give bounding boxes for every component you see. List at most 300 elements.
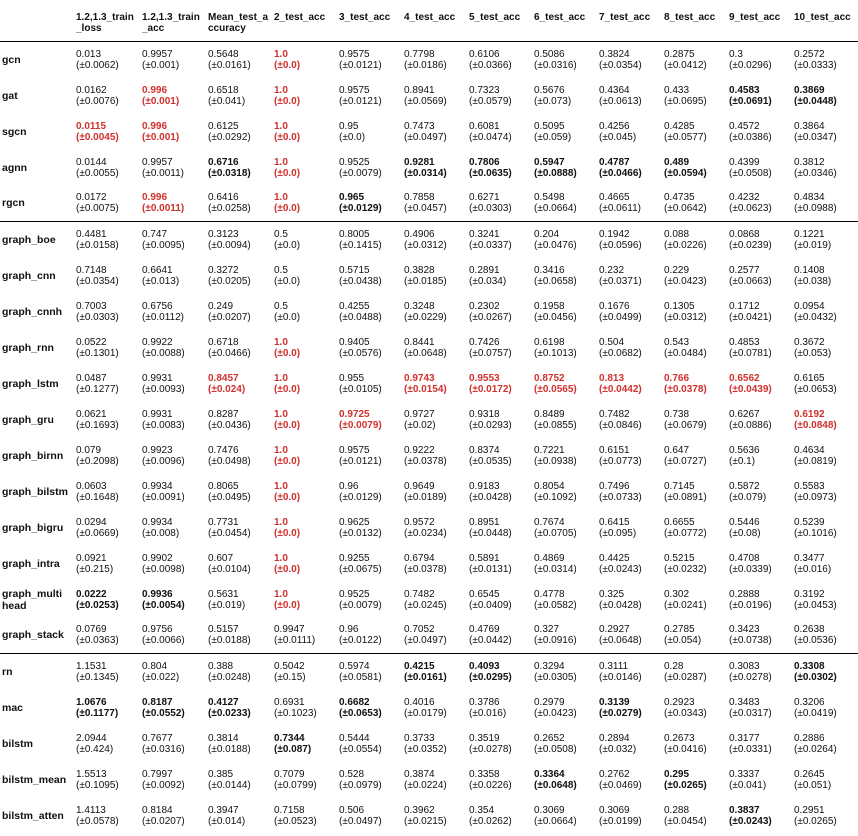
table-cell (661, 474, 726, 510)
column-header: 1.2,1.3_train_loss (76, 12, 134, 34)
cell-std: (±0.0) (274, 491, 301, 503)
table-cell (661, 294, 726, 330)
cell-std: (±0.0258) (208, 203, 251, 215)
cell-std: (±0.0312) (404, 239, 447, 251)
cell-value: 0.9318 (469, 408, 500, 420)
cell-value: 0.4215 (404, 660, 435, 672)
cell-value: 0.996 (142, 120, 168, 132)
cell-value: 0.4869 (534, 552, 565, 564)
cell-value: 0.9525 (339, 588, 370, 600)
cell-value: 0.9553 (469, 372, 500, 384)
table-cell (336, 690, 401, 726)
table-cell (336, 258, 401, 294)
table-cell (661, 762, 726, 798)
table-cell (336, 222, 401, 258)
column-header: 9_test_acc (729, 12, 781, 23)
table-cell (336, 582, 401, 618)
table-cell (271, 762, 336, 798)
table-cell (791, 78, 858, 114)
cell-value: 0.229 (664, 264, 690, 276)
cell-std: (±0.0243) (729, 815, 772, 827)
table-cell (531, 546, 596, 582)
cell-value: 0.4665 (599, 192, 630, 204)
cell-std: (±0.0075) (76, 203, 119, 215)
table-body (0, 42, 858, 834)
cell-value: 0.7806 (469, 156, 500, 168)
cell-value: 0.079 (76, 444, 102, 456)
cell-std: (±0.0552) (142, 707, 185, 719)
cell-value: 0.6716 (208, 156, 239, 168)
table-cell (271, 582, 336, 618)
cell-std: (±0.0378) (664, 383, 707, 395)
cell-value: 0.4708 (729, 552, 760, 564)
cell-std: (±0.0011) (142, 167, 184, 179)
cell-value: 0.5631 (208, 588, 239, 600)
column-header: Mean_test_accuracy (208, 12, 269, 34)
cell-value: 0.3874 (404, 768, 435, 780)
cell-std: (±0.0094) (208, 239, 251, 251)
table-cell (73, 546, 139, 582)
cell-std: (±0.0) (274, 599, 301, 611)
column-header: 10_test_acc (794, 12, 851, 23)
cell-std: (±0.0226) (469, 779, 512, 791)
cell-value: 0.1942 (599, 228, 630, 240)
cell-value: 0.3139 (599, 696, 630, 708)
cell-value: 0.3837 (729, 804, 760, 816)
cell-std: (±0.0083) (142, 419, 185, 431)
table-cell (336, 762, 401, 798)
row-label: graph_rnn (2, 341, 54, 354)
cell-value: 0.4572 (729, 120, 760, 132)
cell-value: 0.738 (664, 408, 690, 420)
cell-std: (±0.0) (274, 455, 301, 467)
table-cell (139, 402, 205, 438)
table-cell (401, 42, 466, 78)
cell-value: 0.8374 (469, 444, 500, 456)
cell-value: 0.9625 (339, 516, 370, 528)
cell-std: (±0.0066) (142, 635, 185, 647)
cell-value: 0.5498 (534, 192, 565, 204)
cell-std: (±0.0581) (339, 671, 382, 683)
cell-std: (±0.0104) (208, 563, 251, 575)
cell-value: 0.8287 (208, 408, 239, 420)
cell-std: (±0.0) (274, 59, 301, 71)
cell-std: (±0.0146) (599, 671, 642, 683)
cell-std: (±0.0172) (469, 383, 512, 395)
table-cell (205, 366, 271, 402)
table-cell (73, 798, 139, 834)
table-cell (205, 510, 271, 546)
cell-std: (±0.0508) (534, 743, 577, 755)
cell-std: (±0.0488) (339, 311, 382, 323)
cell-std: (±0.022) (142, 671, 180, 683)
cell-value: 0.4787 (599, 156, 630, 168)
table-cell (726, 42, 791, 78)
cell-value: 0.6192 (794, 408, 825, 420)
cell-std: (±0.0691) (729, 95, 772, 107)
cell-std: (±0.0648) (599, 635, 642, 647)
cell-std: (±0.0352) (404, 743, 447, 755)
cell-std: (±0.0772) (664, 527, 707, 539)
cell-std: (±0.041) (729, 779, 767, 791)
cell-std: (±0.0642) (664, 203, 707, 215)
table-cell (791, 330, 858, 366)
table-cell (661, 42, 726, 78)
cell-value: 0.388 (208, 660, 234, 672)
table-cell (726, 258, 791, 294)
table-cell (205, 798, 271, 834)
cell-std: (±0.0439) (729, 383, 772, 395)
cell-value: 0.9931 (142, 372, 173, 384)
table-cell (139, 474, 205, 510)
table-row (0, 618, 858, 654)
cell-std: (±0.0144) (208, 779, 251, 791)
cell-std: (±0.0535) (469, 455, 512, 467)
cell-value: 0.0921 (76, 552, 107, 564)
cell-value: 0.3733 (404, 732, 435, 744)
row-label: graph_cnnh (2, 305, 63, 318)
cell-value: 0.5636 (729, 444, 760, 456)
table-cell (271, 546, 336, 582)
table-cell (73, 690, 139, 726)
table-cell (205, 78, 271, 114)
table-cell (336, 618, 401, 654)
table-cell (726, 690, 791, 726)
cell-std: (±0.0) (274, 203, 301, 215)
cell-value: 0.2785 (664, 624, 695, 636)
cell-value: 0.9725 (339, 408, 370, 420)
cell-std: (±0.0296) (729, 59, 772, 71)
cell-std: (±0.0497) (404, 635, 447, 647)
cell-std: (±0.0158) (76, 239, 119, 251)
table-cell (139, 726, 205, 762)
cell-std: (±0.0279) (599, 707, 642, 719)
cell-value: 0.9934 (142, 480, 173, 492)
cell-value: 0.3294 (534, 660, 565, 672)
cell-std: (±0.041) (208, 95, 246, 107)
row-label: gcn (2, 53, 21, 66)
table-cell (791, 258, 858, 294)
table-cell (726, 222, 791, 258)
table-cell (531, 690, 596, 726)
table-row (0, 258, 858, 294)
cell-std: (±0.0436) (208, 419, 251, 431)
cell-std: (±0.079) (729, 491, 767, 503)
cell-std: (±0.0) (339, 131, 366, 143)
table-cell (73, 78, 139, 114)
cell-value: 0.9572 (404, 516, 435, 528)
cell-value: 0.327 (534, 624, 560, 636)
cell-std: (±0.1277) (76, 383, 119, 395)
cell-value: 0.325 (599, 588, 625, 600)
header-row (0, 0, 858, 42)
cell-value: 0.7482 (404, 588, 435, 600)
table-cell (791, 402, 858, 438)
cell-std: (±0.038) (794, 275, 832, 287)
cell-value: 0.7426 (469, 336, 500, 348)
cell-std: (±0.0331) (729, 743, 772, 755)
cell-std: (±0.0988) (794, 203, 837, 215)
cell-value: 0.5086 (534, 48, 565, 60)
cell-std: (±0.0132) (339, 527, 382, 539)
table-cell (205, 438, 271, 474)
cell-value: 0.9743 (404, 372, 435, 384)
table-cell (596, 510, 661, 546)
table-cell (271, 798, 336, 834)
cell-std: (±0.0055) (76, 167, 119, 179)
cell-std: (±0.0695) (664, 95, 707, 107)
table-cell (401, 402, 466, 438)
cell-std: (±0.0095) (142, 239, 185, 251)
cell-value: 1.0 (274, 84, 288, 96)
cell-value: 0.6518 (208, 84, 239, 96)
cell-std: (±0.0) (274, 563, 301, 575)
cell-value: 0.2894 (599, 732, 630, 744)
cell-std: (±0.0653) (339, 707, 382, 719)
row-label: graph_gru (2, 413, 54, 426)
table-cell (271, 150, 336, 186)
cell-value: 0.3123 (208, 228, 239, 240)
table-cell (596, 294, 661, 330)
row-label: bilstm_atten (2, 809, 64, 822)
cell-std: (±0.0088) (142, 347, 185, 359)
cell-std: (±0.0302) (794, 671, 837, 683)
cell-value: 0.0162 (76, 84, 107, 96)
table-cell (466, 42, 531, 78)
table-cell (531, 258, 596, 294)
cell-std: (±0.0316) (534, 59, 577, 71)
table-cell (73, 402, 139, 438)
cell-std: (±0.0161) (404, 671, 447, 683)
cell-std: (±0.0366) (469, 59, 512, 71)
table-cell (73, 366, 139, 402)
cell-value: 0.3248 (404, 300, 435, 312)
cell-std: (±0.0474) (469, 131, 512, 143)
cell-std: (±0.0653) (794, 383, 837, 395)
cell-std: (±0.0105) (339, 383, 382, 395)
cell-value: 0.9525 (339, 156, 370, 168)
table-cell (466, 186, 531, 222)
table-cell (73, 150, 139, 186)
table-cell (661, 798, 726, 834)
table-cell (73, 222, 139, 258)
cell-value: 0.5157 (208, 624, 239, 636)
column-header: 8_test_acc (664, 12, 716, 23)
table-cell (401, 438, 466, 474)
cell-std: (±0.013) (142, 275, 180, 287)
cell-value: 0.4481 (76, 228, 107, 240)
table-cell (661, 222, 726, 258)
table-cell (596, 402, 661, 438)
table-cell (205, 186, 271, 222)
cell-value: 0.7145 (664, 480, 695, 492)
table-row (0, 690, 858, 726)
cell-value: 0.9255 (339, 552, 370, 564)
cell-std: (±0.0234) (404, 527, 447, 539)
cell-value: 0.0144 (76, 156, 107, 168)
table-cell (139, 618, 205, 654)
cell-std: (±0.0846) (599, 419, 642, 431)
row-label: rgcn (2, 197, 25, 210)
cell-std: (±0.0267) (469, 311, 512, 323)
table-cell (596, 582, 661, 618)
table-cell (73, 654, 139, 690)
table-cell (791, 546, 858, 582)
cell-value: 0.2875 (664, 48, 695, 60)
table-cell (73, 330, 139, 366)
cell-std: (±0.0011) (142, 203, 185, 215)
cell-value: 0.9957 (142, 156, 173, 168)
cell-std: (±0.0378) (404, 455, 447, 467)
table-cell (726, 366, 791, 402)
table-cell (139, 42, 205, 78)
cell-value: 0.4583 (729, 84, 760, 96)
cell-std: (±0.0265) (794, 815, 837, 827)
table-cell (466, 294, 531, 330)
cell-std: (±0.0354) (599, 59, 642, 71)
cell-std: (±0.0855) (534, 419, 577, 431)
table-cell (661, 402, 726, 438)
cell-value: 0.7052 (404, 624, 435, 636)
cell-value: 0.8065 (208, 480, 239, 492)
cell-value: 0.8441 (404, 336, 435, 348)
cell-std: (±0.016) (469, 707, 507, 719)
cell-std: (±0.1345) (76, 671, 119, 683)
table-cell (466, 474, 531, 510)
table-cell (791, 798, 858, 834)
table-cell (336, 510, 401, 546)
table-row (0, 294, 858, 330)
table-cell (401, 114, 466, 150)
cell-std: (±0.0314) (534, 563, 577, 575)
cell-value: 0.5095 (534, 120, 565, 132)
cell-value: 0.3812 (794, 156, 825, 168)
cell-value: 0.9922 (142, 336, 173, 348)
cell-std: (±0.051) (794, 779, 832, 791)
cell-value: 0.996 (142, 84, 168, 96)
cell-value: 0.5 (274, 228, 288, 240)
cell-std: (±0.034) (469, 275, 507, 287)
column-header: 1.2,1.3_train_acc (142, 12, 200, 34)
cell-value: 0.7731 (208, 516, 239, 528)
cell-std: (±0.0188) (208, 743, 251, 755)
cell-std: (±0.0565) (534, 383, 577, 395)
cell-std: (±0.0079) (339, 167, 382, 179)
cell-std: (±0.0199) (599, 815, 642, 827)
cell-std: (±0.0079) (339, 419, 382, 431)
table-cell (596, 114, 661, 150)
table-cell (271, 222, 336, 258)
table-cell (791, 762, 858, 798)
cell-value: 0.2638 (794, 624, 825, 636)
cell-std: (±0.0371) (599, 275, 642, 287)
cell-value: 0.3869 (794, 84, 825, 96)
table-cell (271, 510, 336, 546)
table-cell (73, 42, 139, 78)
cell-std: (±0.1177) (76, 707, 119, 719)
cell-value: 0.747 (142, 228, 168, 240)
table-cell (205, 546, 271, 582)
cell-std: (±0.1301) (76, 347, 119, 359)
cell-value: 0.4093 (469, 660, 500, 672)
cell-value: 0.489 (664, 156, 690, 168)
cell-value: 0.0603 (76, 480, 107, 492)
cell-value: 0.6794 (404, 552, 435, 564)
cell-value: 0.9902 (142, 552, 173, 564)
cell-value: 0.3947 (208, 804, 239, 816)
cell-value: 0.3786 (469, 696, 500, 708)
table-cell (726, 654, 791, 690)
table-cell (401, 222, 466, 258)
cell-std: (±0.0243) (599, 563, 642, 575)
table-cell (271, 258, 336, 294)
cell-std: (±0.0613) (599, 95, 642, 107)
table-cell (791, 474, 858, 510)
table-cell (336, 294, 401, 330)
cell-value: 0.5239 (794, 516, 825, 528)
cell-std: (±0.0333) (794, 59, 837, 71)
cell-value: 0.4834 (794, 192, 825, 204)
cell-std: (±0.15) (274, 671, 306, 683)
table-cell (726, 762, 791, 798)
cell-value: 0.1958 (534, 300, 565, 312)
cell-std: (±0.0497) (404, 131, 447, 143)
cell-std: (±0.0466) (208, 347, 251, 359)
cell-value: 0.3358 (469, 768, 500, 780)
cell-std: (±0.0354) (76, 275, 119, 287)
row-label: rn (0, 654, 73, 690)
cell-value: 0.0522 (76, 336, 107, 348)
cell-std: (±0.0317) (729, 707, 772, 719)
cell-std: (±0.0245) (404, 599, 447, 611)
table-cell (401, 546, 466, 582)
row-label: graph_lstm (2, 377, 59, 390)
cell-value: 0.013 (76, 48, 102, 60)
table-row (0, 762, 858, 798)
cell-value: 0.7079 (274, 768, 305, 780)
table-cell (791, 294, 858, 330)
table-cell (401, 798, 466, 834)
cell-std: (±0.0888) (534, 167, 577, 179)
table-cell (531, 222, 596, 258)
cell-std: (±0.0648) (534, 779, 577, 791)
cell-value: 0.9281 (404, 156, 435, 168)
cell-value: 0.3192 (794, 588, 825, 600)
table-cell (73, 618, 139, 654)
cell-value: 0.6151 (599, 444, 630, 456)
table-cell (271, 330, 336, 366)
cell-std: (±0.0423) (664, 275, 707, 287)
table-cell (271, 294, 336, 330)
cell-value: 0.8184 (142, 804, 173, 816)
table-cell (401, 726, 466, 762)
cell-std: (±0.0278) (469, 743, 512, 755)
table-cell (336, 798, 401, 834)
cell-value: 0.3416 (534, 264, 565, 276)
table-cell (401, 258, 466, 294)
cell-value: 0.6682 (339, 696, 370, 708)
table-cell (205, 114, 271, 150)
table-row (0, 654, 858, 690)
table-cell (466, 762, 531, 798)
cell-value: 0.2891 (469, 264, 500, 276)
cell-value: 0.813 (599, 372, 625, 384)
table-cell (596, 366, 661, 402)
cell-value: 0.9575 (339, 444, 370, 456)
table-cell (139, 690, 205, 726)
cell-std: (±0.0121) (339, 95, 382, 107)
table-cell (466, 654, 531, 690)
